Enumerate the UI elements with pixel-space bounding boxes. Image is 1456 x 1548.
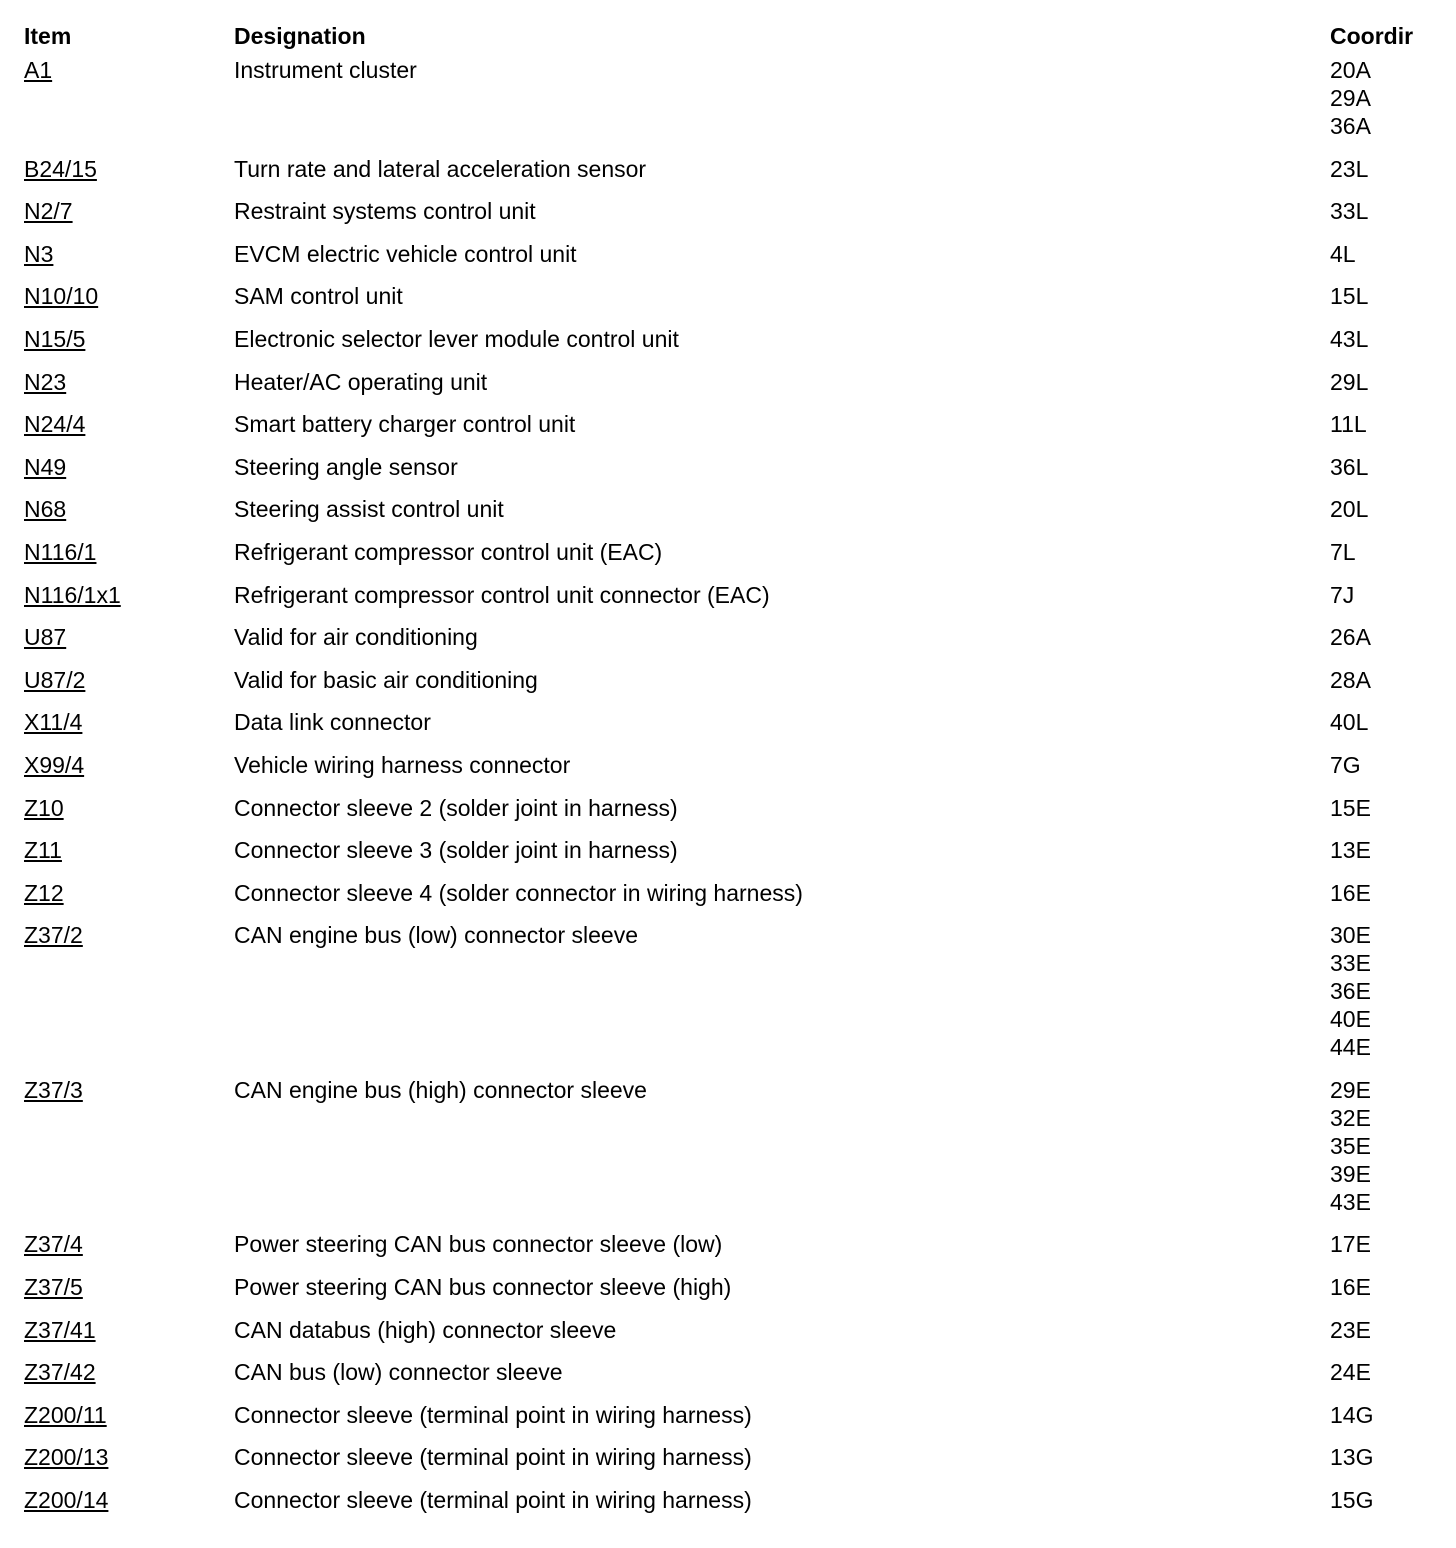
coordinate-value: 29A — [1330, 85, 1371, 111]
coordinate-cell — [1330, 453, 1444, 496]
table-row — [24, 368, 1444, 411]
item-cell — [24, 1358, 234, 1401]
item-cell — [24, 1076, 234, 1231]
item-cell — [24, 197, 234, 240]
coordinate-value: 28A — [1330, 666, 1371, 693]
item-link[interactable]: N116/1 — [24, 538, 97, 565]
table-row — [24, 1230, 1444, 1273]
coordinate-value: 36E — [1330, 978, 1371, 1005]
item-link[interactable]: Z37/3 — [24, 1076, 83, 1103]
coordinate-value: 32E — [1330, 1104, 1371, 1131]
item-link[interactable]: N49 — [24, 453, 67, 480]
designation-cell: Turn rate and lateral acceleration sensor — [234, 155, 647, 182]
coordinate-cell — [1330, 751, 1444, 794]
table-row — [24, 751, 1444, 794]
coordinate-value: 14G — [1330, 1401, 1374, 1428]
designation-cell: Connector sleeve 2 (solder joint in harness) — [234, 794, 678, 821]
item-link[interactable]: N24/4 — [24, 411, 86, 438]
table-row — [24, 1316, 1444, 1359]
coordinate-cell — [1330, 581, 1444, 624]
item-link[interactable]: X11/4 — [24, 709, 83, 736]
designation-cell: Heater/AC operating unit — [234, 368, 488, 395]
coordinate-value: 29L — [1330, 368, 1369, 395]
table-row — [24, 581, 1444, 624]
item-cell — [24, 879, 234, 922]
coordinate-value: 11L — [1330, 411, 1367, 438]
coordinate-cell — [1330, 197, 1444, 240]
designation-cell: Connector sleeve 3 (solder joint in harness) — [234, 837, 678, 864]
coordinate-value: 23E — [1330, 1316, 1371, 1343]
item-cell — [24, 623, 234, 666]
item-cell — [24, 453, 234, 496]
designation-cell: Connector sleeve (terminal point in wiring harness) — [234, 1444, 752, 1471]
table-row — [24, 1401, 1444, 1444]
table-row — [24, 282, 1444, 325]
coordinate-value: 44E — [1330, 1034, 1371, 1061]
item-cell — [24, 581, 234, 624]
coordinate-cell — [1330, 1316, 1444, 1359]
coordinate-cell — [1330, 1273, 1444, 1316]
coordinate-value: 7J — [1330, 581, 1355, 608]
item-link[interactable]: X99/4 — [24, 751, 85, 778]
coordinate-value: 15L — [1330, 283, 1369, 310]
coordinate-cell — [1330, 1443, 1444, 1486]
coordinate-cell — [1330, 325, 1444, 368]
coordinate-cell — [1330, 282, 1444, 325]
item-cell — [24, 751, 234, 794]
coordinate-value: 43L — [1330, 325, 1369, 352]
designation-cell: Valid for air conditioning — [234, 624, 478, 651]
coordinate-cell — [1330, 1486, 1444, 1529]
coordinate-value: 26A — [1330, 624, 1371, 651]
item-link[interactable]: Z11 — [24, 837, 62, 864]
coordinate-value: 39E — [1330, 1160, 1371, 1187]
coordinate-value: 15E — [1330, 794, 1371, 821]
coordinate-value: 13E — [1330, 837, 1371, 864]
designation-cell: CAN engine bus (high) connector sleeve — [234, 1076, 647, 1103]
coordinate-cell — [1330, 1076, 1444, 1231]
header-coordinates: Coordir — [1330, 23, 1414, 49]
coordinate-cell — [1330, 538, 1444, 581]
designation-cell: Steering assist control unit — [234, 496, 504, 523]
coordinate-value: 36L — [1330, 453, 1369, 480]
item-link[interactable]: N23 — [24, 368, 67, 395]
table-row — [24, 155, 1444, 198]
designation-cell: CAN engine bus (low) connector sleeve — [234, 922, 638, 949]
table-header — [24, 22, 1444, 56]
item-link[interactable]: A1 — [24, 57, 53, 83]
designation-cell: Smart battery charger control unit — [234, 411, 576, 438]
coordinate-cell — [1330, 666, 1444, 709]
item-cell — [24, 836, 234, 879]
item-cell — [24, 282, 234, 325]
designation-cell: Instrument cluster — [234, 57, 417, 83]
item-cell — [24, 410, 234, 453]
item-cell — [24, 538, 234, 581]
item-cell — [24, 794, 234, 837]
table-row — [24, 56, 1444, 155]
item-link[interactable]: N2/7 — [24, 198, 73, 225]
item-link[interactable]: B24/15 — [24, 155, 97, 182]
table-body — [24, 56, 1444, 1529]
coordinate-cell — [1330, 1401, 1444, 1444]
coordinate-value: 33L — [1330, 198, 1369, 225]
item-link[interactable]: N3 — [24, 240, 54, 267]
table-row — [24, 197, 1444, 240]
item-cell — [24, 1443, 234, 1486]
table-row — [24, 666, 1444, 709]
item-link[interactable]: Z200/13 — [24, 1444, 109, 1471]
item-cell — [24, 1486, 234, 1529]
table-row — [24, 453, 1444, 496]
designation-cell: Connector sleeve 4 (solder connector in wiring harness) — [234, 879, 803, 906]
item-link[interactable]: N10/10 — [24, 283, 99, 310]
item-link[interactable]: Z37/5 — [24, 1274, 83, 1301]
coordinate-cell — [1330, 1358, 1444, 1401]
coordinate-value: 16E — [1330, 879, 1371, 906]
item-link[interactable]: Z200/14 — [24, 1487, 109, 1514]
coordinate-value: 36A — [1330, 113, 1371, 139]
coordinate-value: 40E — [1330, 1006, 1371, 1033]
designation-cell: Refrigerant compressor control unit (EAC) — [234, 538, 663, 565]
item-cell — [24, 921, 234, 1076]
item-link[interactable]: Z37/41 — [24, 1316, 96, 1343]
coordinate-cell — [1330, 708, 1444, 751]
designation-cell: Refrigerant compressor control unit connector (EAC) — [234, 581, 770, 608]
item-cell — [24, 56, 234, 155]
coordinate-cell — [1330, 410, 1444, 453]
item-link[interactable]: N68 — [24, 496, 67, 523]
table-row — [24, 325, 1444, 368]
item-cell — [24, 325, 234, 368]
item-cell — [24, 240, 234, 283]
designation-cell: Data link connector — [234, 709, 431, 736]
table-row — [24, 1443, 1444, 1486]
coordinate-value: 40L — [1330, 709, 1369, 736]
coordinate-value: 23L — [1330, 155, 1369, 182]
coordinate-value: 17E — [1330, 1231, 1371, 1258]
coordinate-value: 16E — [1330, 1274, 1371, 1301]
table-row — [24, 1076, 1444, 1231]
item-link[interactable]: N15/5 — [24, 325, 86, 352]
designation-cell: Vehicle wiring harness connector — [234, 751, 571, 778]
designation-cell: Connector sleeve (terminal point in wiring harness) — [234, 1401, 752, 1428]
designation-cell: Power steering CAN bus connector sleeve (low) — [234, 1231, 723, 1258]
coordinate-value: 15G — [1330, 1487, 1374, 1514]
header-row — [24, 22, 1444, 56]
item-cell — [24, 155, 234, 198]
item-cell — [24, 1273, 234, 1316]
coordinate-cell — [1330, 495, 1444, 538]
table-row — [24, 794, 1444, 837]
designation-cell: Restraint systems control unit — [234, 198, 536, 225]
coordinate-value: 43E — [1330, 1188, 1371, 1215]
coordinate-cell — [1330, 921, 1444, 1076]
coordinate-value: 7L — [1330, 538, 1356, 565]
table-row — [24, 1486, 1444, 1529]
designation-cell: CAN bus (low) connector sleeve — [234, 1359, 563, 1386]
coordinate-value: 35E — [1330, 1132, 1371, 1159]
header-item: Item — [24, 23, 72, 49]
coordinate-value: 24E — [1330, 1359, 1371, 1386]
table-row — [24, 495, 1444, 538]
designation-cell: Connector sleeve (terminal point in wiring harness) — [234, 1487, 752, 1514]
coordinate-value: 29E — [1330, 1076, 1371, 1103]
table-row — [24, 921, 1444, 1076]
coordinate-cell — [1330, 56, 1444, 155]
coordinate-cell — [1330, 623, 1444, 666]
table-row — [24, 879, 1444, 922]
coordinate-value: 33E — [1330, 950, 1371, 977]
item-cell — [24, 666, 234, 709]
coordinate-cell — [1330, 1230, 1444, 1273]
designation-cell: EVCM electric vehicle control unit — [234, 240, 577, 267]
table-row — [24, 836, 1444, 879]
table-row — [24, 708, 1444, 751]
designation-cell: Valid for basic air conditioning — [234, 666, 538, 693]
item-link[interactable]: Z10 — [24, 794, 64, 821]
coordinate-value: 4L — [1330, 240, 1356, 267]
item-link[interactable]: Z37/4 — [24, 1231, 83, 1258]
coordinate-cell — [1330, 368, 1444, 411]
item-link[interactable]: Z37/2 — [24, 922, 83, 949]
coordinate-value: 20A — [1330, 57, 1371, 83]
coordinate-value: 30E — [1330, 922, 1371, 949]
item-link[interactable]: Z37/42 — [24, 1359, 96, 1386]
designation-cell: Power steering CAN bus connector sleeve (high) — [234, 1274, 732, 1301]
table-row — [24, 538, 1444, 581]
coordinate-value: 7G — [1330, 751, 1361, 778]
item-cell — [24, 368, 234, 411]
coordinate-cell — [1330, 240, 1444, 283]
table-row — [24, 240, 1444, 283]
designation-cell: CAN databus (high) connector sleeve — [234, 1316, 617, 1343]
item-cell — [24, 708, 234, 751]
coordinate-cell — [1330, 155, 1444, 198]
item-link[interactable]: N116/1x1 — [24, 581, 121, 608]
item-link[interactable]: Z12 — [24, 879, 64, 906]
table-row — [24, 1358, 1444, 1401]
coordinate-cell — [1330, 794, 1444, 837]
table-row — [24, 410, 1444, 453]
item-link[interactable]: U87/2 — [24, 666, 86, 693]
coordinate-value: 20L — [1330, 496, 1369, 523]
item-link[interactable]: Z200/11 — [24, 1401, 107, 1428]
coordinate-value: 13G — [1330, 1444, 1374, 1471]
item-cell — [24, 495, 234, 538]
designation-cell: Steering angle sensor — [234, 453, 458, 480]
item-link[interactable]: U87 — [24, 624, 67, 651]
coordinate-cell — [1330, 879, 1444, 922]
item-cell — [24, 1401, 234, 1444]
item-cell — [24, 1316, 234, 1359]
header-designation: Designation — [234, 23, 366, 49]
item-cell — [24, 1230, 234, 1273]
component-legend-table — [24, 22, 1444, 1529]
designation-cell: Electronic selector lever module control unit — [234, 325, 679, 352]
table-row — [24, 623, 1444, 666]
designation-cell: SAM control unit — [234, 283, 403, 310]
table-row — [24, 1273, 1444, 1316]
coordinate-cell — [1330, 836, 1444, 879]
